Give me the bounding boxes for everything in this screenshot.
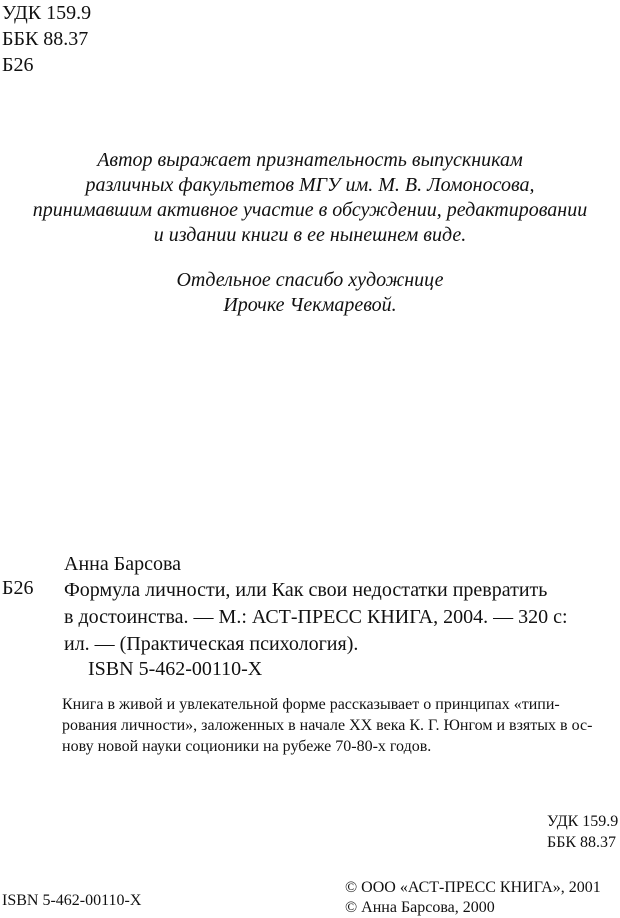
description-line: ил. — (Практическая психология). [64,633,359,655]
bottom-udk: УДК 159.9 [547,813,619,830]
bbk-code: ББК 88.37 [2,28,89,50]
bottom-classification [547,811,618,853]
ack-line: различных факультетов МГУ им. М. В. Ломоносова, [85,174,535,196]
description-line: в достоинства. — М.: АСТ-ПРЕСС КНИГА, 2004. — 320 с: [64,606,568,628]
catalog-code: Б26 [2,577,34,599]
copyright-publisher: © ООО «АСТ-ПРЕСС КНИГА», 2001 [345,879,601,896]
annotation-line: рования личности», заложенных в начале XX века К. Г. Юнгом и взятых в ос- [62,717,593,734]
annotation-line: нову новой науки соционики на рубеже 70-80-х годов. [62,738,432,755]
udk-code: УДК 159.9 [2,2,92,24]
description-line: Формула личности, или Как свои недостатки превратить [64,579,548,601]
catalog-description [64,577,568,658]
annotation-line: Книга в живой и увлекательной форме рассказывает о принципах «типи- [62,696,560,713]
classification-codes [2,0,91,78]
footer-isbn: ISBN 5-462-00110-X [2,892,142,909]
thanks-line: Отдельное спасибо художнице [176,269,444,291]
author-code: Б26 [2,54,34,76]
annotation [62,694,592,757]
special-thanks [0,268,620,318]
acknowledgement [0,148,620,248]
copyright-block [345,878,601,918]
catalog-author: Анна Барсова [64,553,182,575]
catalog-isbn: ISBN 5-462-00110-X [88,658,263,680]
thanks-line: Ирочке Чекмаревой. [223,294,397,316]
copyright-author: © Анна Барсова, 2000 [345,899,495,916]
ack-line: принимавшим активное участие в обсуждении, редактировании [32,199,588,221]
ack-line: Автор выражает признательность выпускникам [97,149,523,171]
ack-line: и издании книги в ее нынешнем виде. [153,224,467,246]
bottom-bbk: ББК 88.37 [547,834,617,851]
